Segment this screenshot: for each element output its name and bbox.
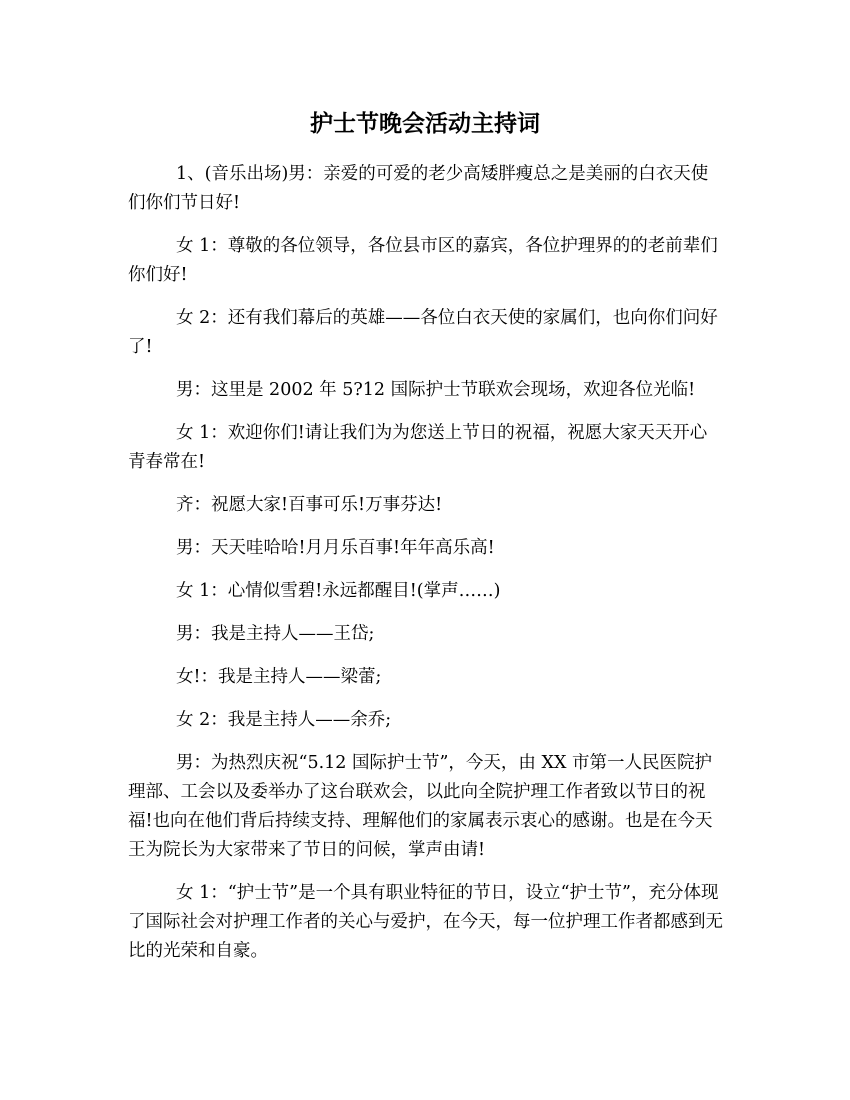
paragraph: 齐：祝愿大家!百事可乐!万事芬达! bbox=[176, 495, 443, 515]
document-body bbox=[128, 160, 724, 980]
paragraph: 女 2：还有我们幕后的英雄——各位白衣天使的家属们，也向你们问好了! bbox=[128, 308, 718, 357]
paragraph: 男：为热烈庆祝“5.12 国际护士节”，今天，由 XX 市第一人民医院护理部、工会以及委举办了这台联欢会，以此向全院护理工作者致以节日的祝福!也向在他们背后持续支持、理解他们的家属表示衷心的感谢。也是在今天王为院长为大家带来了节日的问候，掌声由请! bbox=[128, 753, 713, 860]
paragraph: 女 1：心情似雪碧!永远都醒目!(掌声……) bbox=[176, 581, 501, 601]
paragraph: 男：天天哇哈哈!月月乐百事!年年高乐高! bbox=[176, 538, 495, 558]
paragraph: 女 1：尊敬的各位领导，各位县市区的嘉宾，各位护理界的的老前辈们你们好! bbox=[128, 236, 718, 285]
paragraph: 男：我是主持人——王岱; bbox=[176, 624, 375, 644]
paragraph: 男：这里是 2002 年 5?12 国际护士节联欢会现场，欢迎各位光临! bbox=[176, 380, 696, 400]
paragraph: 1、(音乐出场)男：亲爱的可爱的老少高矮胖瘦总之是美丽的白衣天使们你们节日好! bbox=[128, 164, 709, 213]
paragraph: 女 2：我是主持人——余乔; bbox=[176, 710, 392, 730]
document-title: 护士节晚会活动主持词 bbox=[310, 111, 540, 137]
paragraph: 女 1：欢迎你们!请让我们为为您送上节日的祝福，祝愿大家天天开心青春常在! bbox=[128, 423, 708, 472]
paragraph: 女!：我是主持人——梁蕾; bbox=[176, 667, 382, 687]
paragraph: 女 1：“护士节”是一个具有职业特征的节日，设立“护士节”，充分体现了国际社会对护理工作者的关心与爱护，在今天，每一位护理工作者都感到无比的光荣和自豪。 bbox=[128, 883, 723, 961]
